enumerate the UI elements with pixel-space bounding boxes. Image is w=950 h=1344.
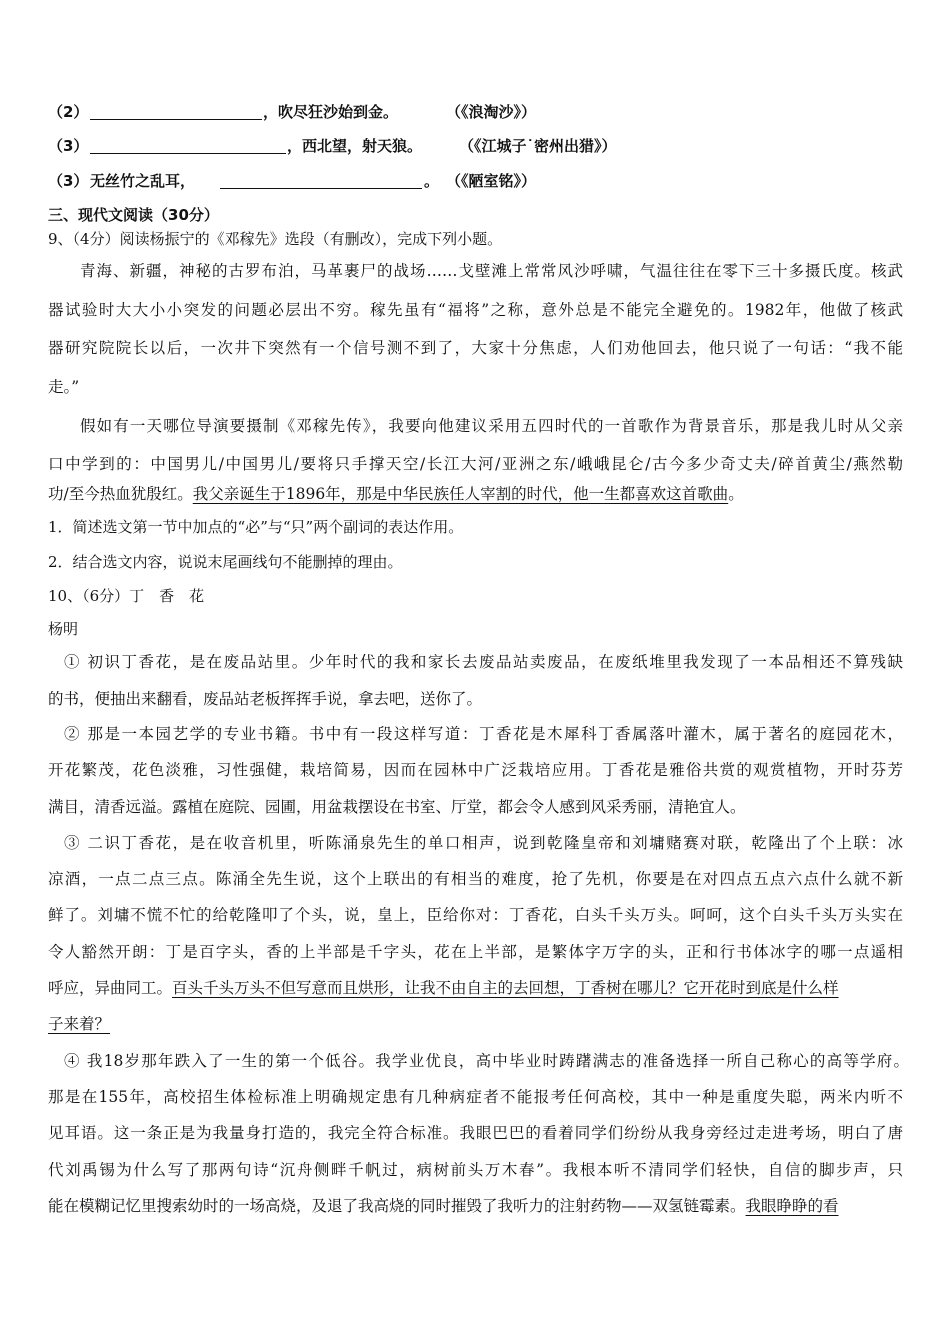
q9-p2-line3 [48,483,903,505]
poem-line: 无丝竹之乱耳， [90,172,196,190]
q10-para1-line2: 的书，便抽出来翻看，废品站老板挥挥手说，拿去吧，送你了。 [48,690,483,708]
q9-p1-line4: 走。” [48,378,80,396]
underlined-sentence: 我父亲诞生于1896年，那是中华民族任人宰割的时代，他一生都喜欢这首歌曲 [192,485,729,503]
question-9-header: 9、（4分）阅读杨振宁的《邓稼先》选段（有删改），完成下列小题。 [48,230,503,248]
plain-text: 。 [728,485,744,503]
q10-para4-line3: 见耳语。这一条正是为我量身打造的，我完全符合标准。我眼巴巴的看着同学们纷纷从我身旁经过走进考场，明白了唐 [48,1124,903,1142]
q10-para4-line2: 那是在155年，高校招生体检标准上明确规定患有几种病症者不能报考任何高校，其中一种是重度失聪，两米内听不 [48,1088,903,1106]
q10-para4-line1: ④ 我18岁那年跌入了一生的第一个低谷。我学业优良，高中毕业时踌躇满志的准备选择一所自己称心的高等学府。 [64,1052,909,1070]
question-10-header: 10、（6分）丁 香 花 [48,587,205,605]
poem-source: （《江城子˙密州出猎》） [459,137,617,155]
q10-para4-line4: 代刘禹锡为什么写了那两句诗“沉舟侧畔千帆过，病树前头万木春”。我根本听不清同学们轻快，自信的脚步声，只 [48,1161,903,1179]
q10-para3-line2: 凉酒，一点二点三点。陈涌全先生说，这个上联出的有相当的难度，抢了先机，你要是在对四点五点六点什么就不新 [48,870,903,888]
q10-para3-line4: 令人豁然开朗：丁是百字头，香的上半部是千字头，花在上半部，是繁体字万字的头，正和行书体冰字的哪一点遥相 [48,943,903,961]
q9-p1-line2: 器试验时大大小小突发的问题必层出不穷。稼先虽有“福将”之称，意外总是不能完全避免的。1982年，他做了核武 [48,301,903,319]
poem-line: ，吹尽狂沙始到金。 [263,103,399,121]
q10-para2-line2: 开花繁茂，花色淡雅，习性强健，栽培简易，因而在园林中广泛栽培应用。丁香花是雅俗共赏的观赏植物，开时芬芳 [48,761,903,779]
underlined-sentence: 百头千头万头不但写意而且烘形，让我不由自主的去回想，丁香树在哪儿？它开花时到底是什么样 [172,979,839,997]
q10-para3-line1: ③ 二识丁香花，是在收音机里，听陈涌泉先生的单口相声，说到乾隆皇帝和刘墉赌赛对联，乾隆出了个上联：冰 [64,834,903,852]
question-number: （3） [48,137,89,155]
answer-blank[interactable] [90,103,262,120]
question-number: （2） [48,103,89,121]
poem-source: （《浪淘沙》） [446,103,537,121]
q10-para3-line6 [48,1013,903,1035]
q9-p2-line2: 口中学到的：中国男儿/中国男儿/要将只手撑天空/长江大河/亚洲之东/峨峨昆仑/古今多少奇丈夫/碎首黄尘/燕然勒 [48,455,903,473]
q10-para4-line5 [48,1195,903,1217]
plain-text: 功/至今热血犹殷红。 [48,485,193,503]
q9-p1-line1: 青海、新疆，神秘的古罗布泊，马革裹尸的战场……戈壁滩上常常风沙呼啸，气温往往在零下三十多摄氏度。核武 [80,262,903,280]
poem-end: 。 [424,172,440,190]
article-author: 杨明 [48,620,79,638]
answer-blank[interactable] [90,137,286,154]
poem-line: ，西北望，射天狼。 [287,137,423,155]
question-number: （3） [48,172,89,190]
q9-p2-line1: 假如有一天哪位导演要摄制《邓稼先传》，我要向他建议采用五四时代的一首歌作为背景音乐，那是我儿时从父亲 [80,417,903,435]
section-title: 三、现代文阅读（30分） [48,206,219,224]
q9-subquestion-1: 1．简述选文第一节中加点的“必”与“只”两个副词的表达作用。 [48,518,464,536]
underlined-sentence: 我眼睁睁的看 [745,1197,839,1215]
answer-blank[interactable] [220,172,422,189]
q10-para2-line3: 满目，清香远溢。露植在庭院、园圃，用盆栽摆设在书室、厅堂，都会令人感到风采秀丽，清艳宜人。 [48,798,746,816]
q10-para3-line3: 鲜了。刘墉不慌不忙的给乾隆叩了个头，说，皇上，臣给你对：丁香花，白头千头万头。呵呵，这个白头千头万头实在 [48,906,903,924]
q10-para2-line1: ② 那是一本园艺学的专业书籍。书中有一段这样写道：丁香花是木犀科丁香属落叶灌木，属于著名的庭园花木， [64,725,903,743]
poem-source: （《陋室铭》） [446,172,537,190]
q9-p1-line3: 器研究院院长以后，一次井下突然有一个信号测不到了，大家十分焦虑，人们劝他回去，他只说了一句话：“我不能 [48,339,903,357]
plain-text: 能在模糊记忆里搜索幼时的一场高烧，及退了我高烧的同时摧毁了我听力的注射药物——双氢链霉素。 [48,1197,746,1215]
plain-text: 呼应，异曲同工。 [48,979,173,997]
underlined-sentence: 子来着？ [48,1015,111,1033]
q10-para1-line1: ① 初识丁香花，是在废品站里。少年时代的我和家长去废品站卖废品，在废纸堆里我发现了一本品相还不算残缺 [64,653,903,671]
q9-subquestion-2: 2．结合选文内容，说说末尾画线句不能删掉的理由。 [48,553,403,571]
q10-para3-line5 [48,977,903,999]
